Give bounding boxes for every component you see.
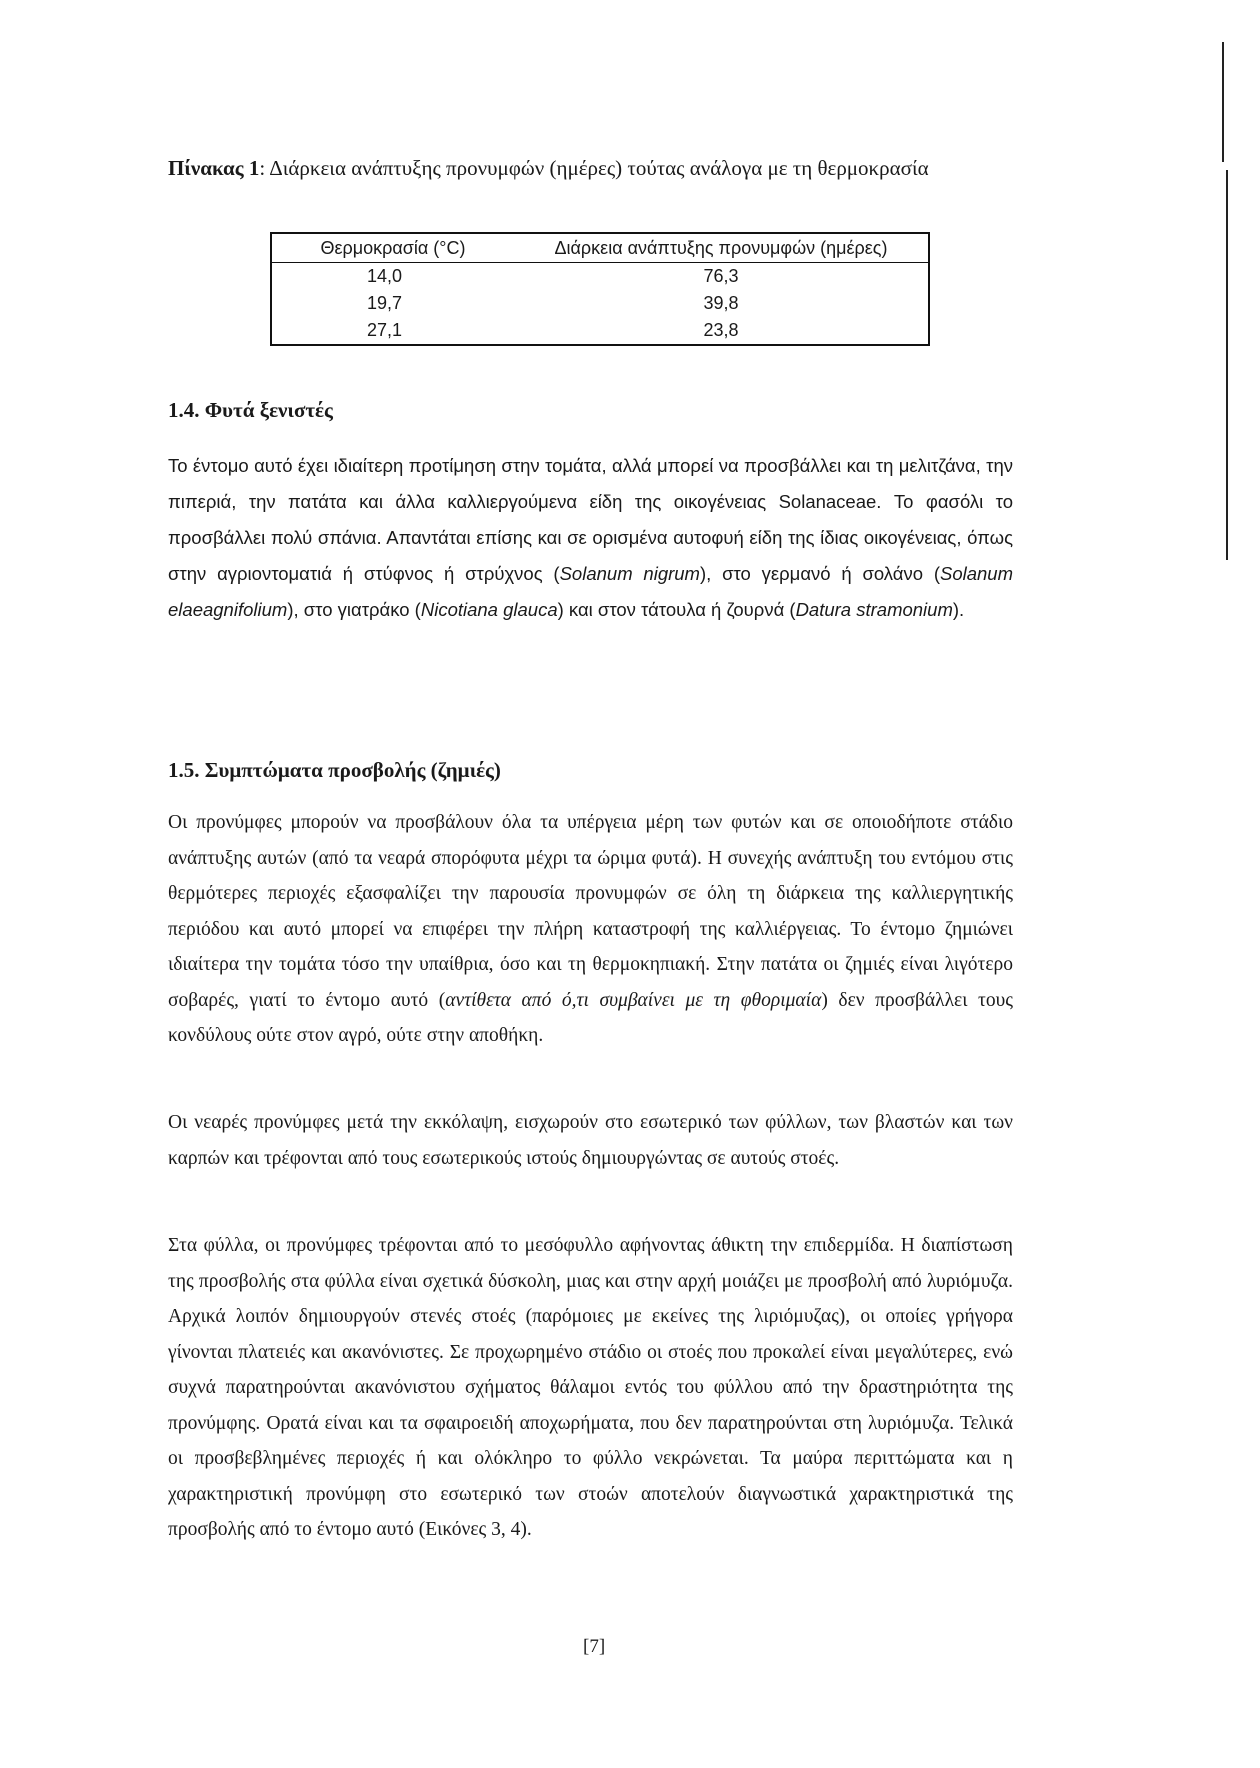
leaves-paragraph: Στα φύλλα, οι προνύμφες τρέφονται από το μεσόφυλλο αφήνοντας άθικτη την επιδερμίδα. Η διαπίστωση της προσβολής στα φύλλα είναι σχετικά δύσκολη, μιας και στην αρχή μοιάζει με προσβολή από λυριόμυζα. Αρχικά λοιπόν δημιουργούν στενές στοές (παρόμοιες με εκείνες της λιριόμυζας), οι οποίες γρήγορα γίνονται πλατειές και ακανόνιστες. Σε προχωρημένο στάδιο οι στοές που προκαλεί είναι μεγαλύτερες, ενώ συχνά παρατηρούνται ακανόνιστου σχήματος θάλαμοι εντός του φύλλου από την δραστηριότητα της προνύμφης. Ορατά είναι και τα σφαιροειδή αποχωρήματα, που δεν παρατηρούνται στη λυριόμυζα. Τελικά οι προσβεβλημένες περιοχές ή και ολόκληρο το φύλλο νεκρώνεται. Τα μαύρα περιττώματα και η χαρακτηριστική προνύμφη στο εσωτερικό των στοών αποτελούν διαγνωστικά χαρακτηριστικά της προσβολής από το έντομο αυτό (Εικόνες 3, 4). [168,1235,1013,1540]
caption-text: : Διάρκεια ανάπτυξης προνυμφών (ημέρες) τούτας ανάλογα με τη θερμοκρασία [259,156,929,180]
section-title: 1.4. Φυτά ξενιστές [168,398,333,422]
table-cell: 39,8 [703,293,739,313]
section-title: 1.5. Συμπτώματα προσβολής (ζημιές) [168,758,501,782]
larvae-paragraph: Οι νεαρές προνύμφες μετά την εκκόλαψη, εισχωρούν στο εσωτερικό των φύλλων, των βλαστών και των καρπών και τρέφονται από τους εσωτερικούς ιστούς δημιουργώντας σε αυτούς στοές. [168,1112,1013,1169]
table-cell: 23,8 [703,320,739,340]
paragraph-text: ), στο γιατράκο ( [287,599,421,620]
caption-label: Πίνακας 1 [168,156,260,180]
italic-note: αντίθετα από ό,τι συμβαίνει με τη φθοριμαία [445,989,822,1011]
species-name: Datura stramonium [795,599,953,620]
table-header-row [271,233,929,263]
page-number: [7] [583,1636,606,1657]
paragraph-text: ). [952,599,965,620]
paragraph-text: Το έντομο αυτό έχει ιδιαίτερη προτίμηση στην τομάτα, αλλά μπορεί να προσβάλλει και τη μελιτζάνα, την πιπεριά, την πατάτα και άλλα καλλιεργούμενα είδη της οικογένειας Solanaceae. Το φασόλι το προσβάλλει πολύ σπάνια. Απαντάται επίσης και σε ορισμένα αυτοφυή είδη της ίδιας οικογένειας, όπως στην αγριοντοματιά ή στύφνος ή στρύχνος ( [168,455,1013,584]
species-name: Solanum nigrum [559,563,700,584]
scan-edge-line [1222,42,1224,162]
paragraph-text: ), στο γερμανό ή σολάνο ( [699,563,940,584]
table-cell: 14,0 [366,266,402,286]
table-caption [168,152,968,184]
temperature-table [270,232,930,346]
paragraph-text: ) και στον τάτουλα ή ζουρνά ( [557,599,796,620]
species-name: Nicotiana glauca [420,599,558,620]
species-name: Solanum elaeagnifolium [168,563,1013,620]
table-row [271,290,929,317]
damage-paragraph [168,805,1013,1054]
paragraph-text: Οι προνύμφες μπορούν να προσβάλουν όλα τα υπέργεια μέρη των φυτών και σε οποιοδήποτε στάδιο ανάπτυξης αυτών (από τα νεαρά σπορόφυτα μέχρι τα ώριμα φυτά). Η συνεχής ανάπτυξη του εντόμου στις θερμότερες περιοχές εξασφαλίζει την παρουσία προνυμφών σε όλη τη διάρκεια της καλλιεργητικής περιόδου και αυτό μπορεί να επιφέρει την πλήρη καταστροφή της καλλιέργειας. Το έντομο ζημιώνει ιδιαίτερα την τομάτα τόσο την υπαίθρια, όσο και τη θερμοκηπιακή. Στην πατάτα οι ζημιές είναι λιγότερο σοβαρές, γιατί το έντομο αυτό ( [168,812,1013,1011]
host-plants-paragraph [168,448,1013,628]
scan-edge-line [1226,170,1228,560]
column-header: Διάρκεια ανάπτυξης προνυμφών (ημέρες) [514,233,929,263]
table-cell: 76,3 [703,266,739,286]
column-header: Θερμοκρασία (°C) [271,233,514,263]
table-cell: 19,7 [366,293,402,313]
table-row [271,263,929,291]
table-row [271,317,929,345]
table-cell: 27,1 [366,320,402,340]
paragraph-text: ) δεν προσβάλλει τους κονδύλους ούτε στον αγρό, ούτε στην αποθήκη. [168,989,1013,1046]
